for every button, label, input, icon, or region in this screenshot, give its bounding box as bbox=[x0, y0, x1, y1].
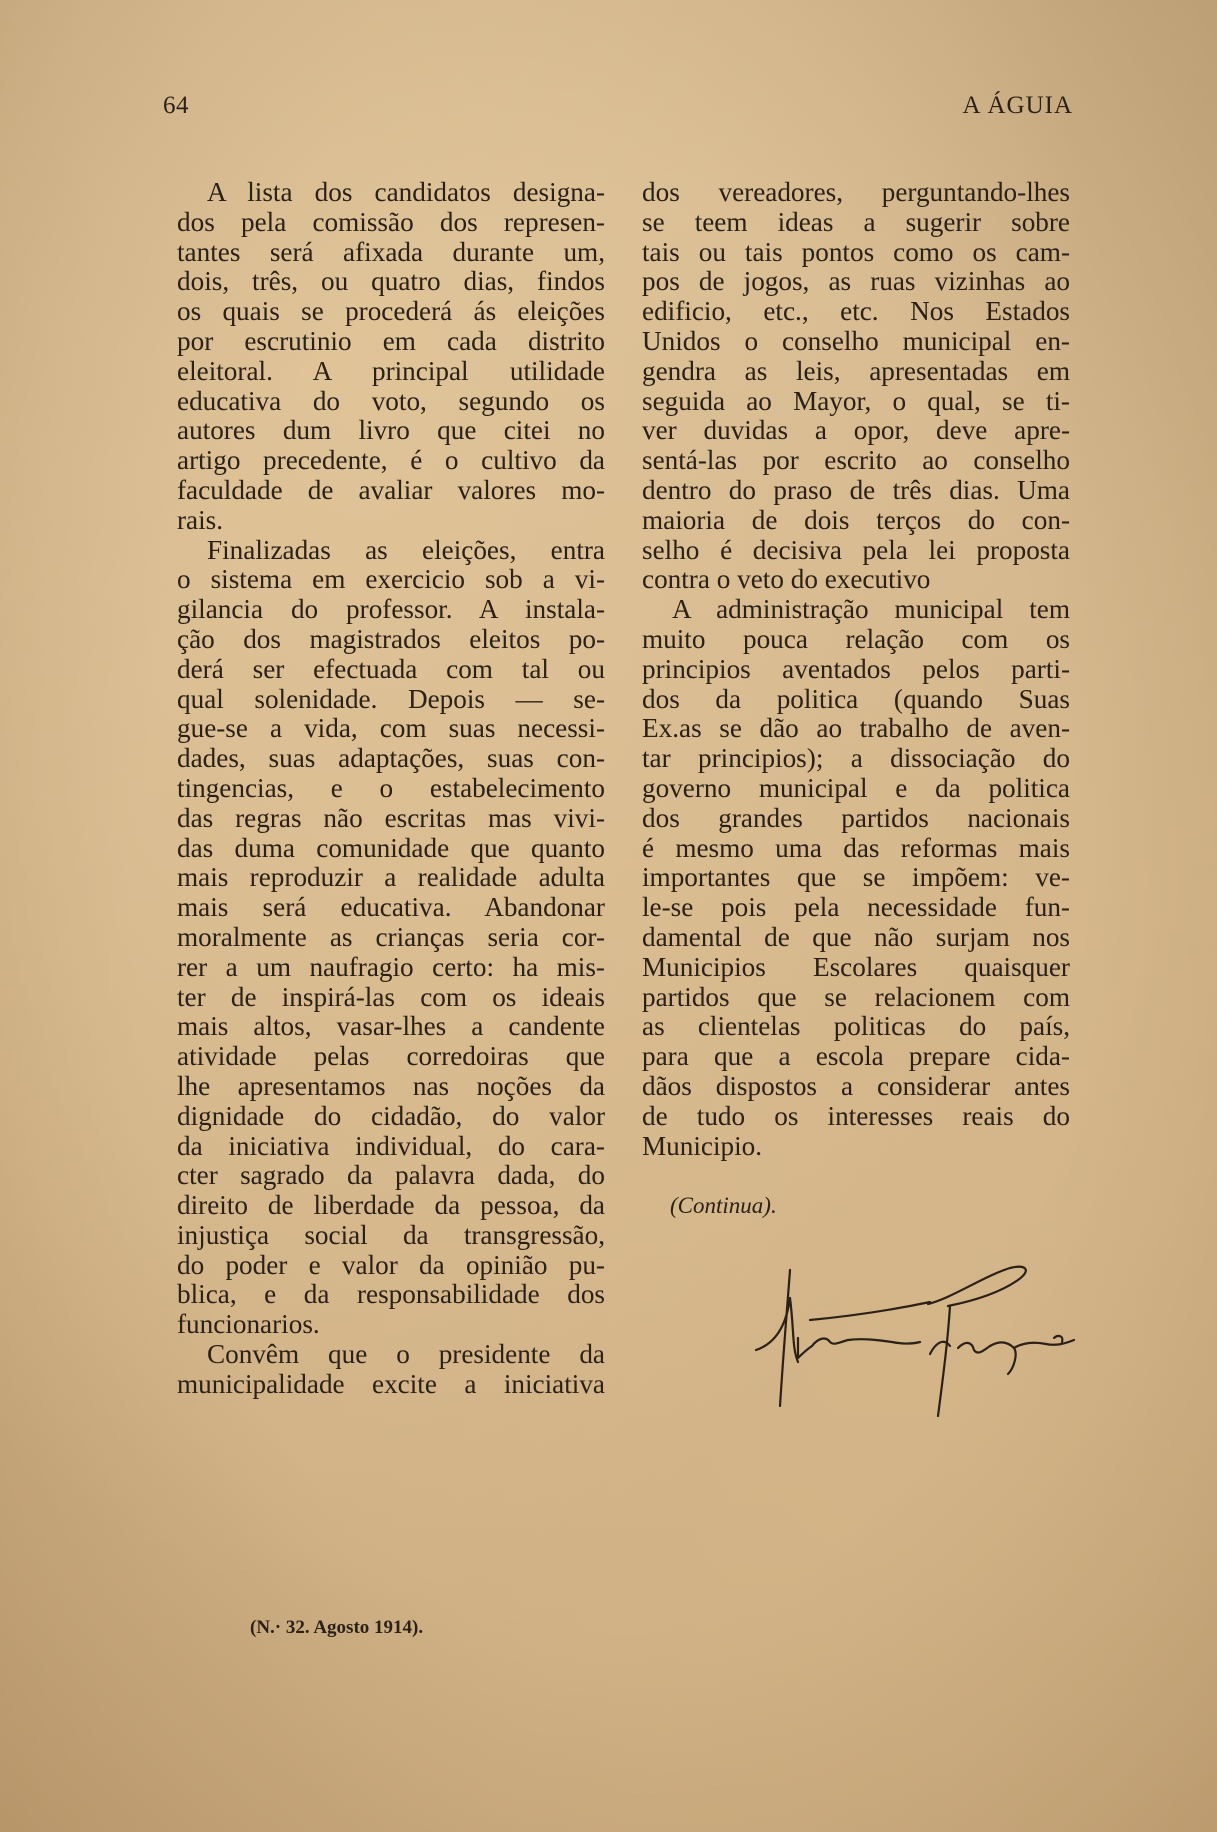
text-line: qual solenidade. Depois — se- bbox=[177, 683, 605, 714]
text-line: cter sagrado da palavra dada, do bbox=[177, 1160, 605, 1191]
text-line: Municipio. bbox=[642, 1130, 763, 1161]
text-line: os quais se procederá ás eleições bbox=[177, 296, 605, 327]
page-number: 64 bbox=[163, 92, 189, 119]
text-line: ter de inspirá-las com os ideais bbox=[177, 981, 605, 1012]
text-line: ção dos magistrados eleitos po- bbox=[177, 623, 605, 654]
text-line: da iniciativa individual, do cara- bbox=[177, 1130, 605, 1161]
text-line: Unidos o conselho municipal en- bbox=[642, 325, 1070, 356]
text-line: muito pouca relação com os bbox=[642, 623, 1070, 654]
text-line: partidos que se relacionem com bbox=[642, 981, 1070, 1012]
text-line: injustiça social da transgressão, bbox=[177, 1219, 605, 1250]
text-line: por escrutinio em cada distrito bbox=[177, 325, 605, 356]
text-line: mais reproduzir a realidade adulta bbox=[177, 862, 605, 893]
text-line: selho é decisiva pela lei proposta bbox=[642, 534, 1070, 565]
text-line: lhe apresentamos nas noções da bbox=[177, 1070, 605, 1101]
text-line: educativa do voto, segundo os bbox=[177, 385, 605, 416]
text-line: dãos dispostos a considerar antes bbox=[642, 1070, 1070, 1101]
text-line: seguida ao Mayor, o qual, se ti- bbox=[642, 385, 1070, 416]
text-line: atividade pelas corredoiras que bbox=[177, 1041, 605, 1072]
text-line: A lista dos candidatos designa- bbox=[207, 177, 605, 207]
text-line: do poder e valor da opinião pu- bbox=[177, 1249, 605, 1280]
text-line: de tudo os interesses reais do bbox=[642, 1100, 1070, 1131]
text-line: Municipios Escolares quaisquer bbox=[642, 951, 1070, 982]
text-line: tingencias, e o estabelecimento bbox=[177, 772, 605, 803]
text-line: damental de que não surjam nos bbox=[642, 921, 1070, 952]
text-line: eleitoral. A principal utilidade bbox=[177, 355, 605, 386]
text-line: para que a escola prepare cida- bbox=[642, 1041, 1070, 1072]
text-line: das duma comunidade que quanto bbox=[177, 832, 605, 863]
text-line: le-se pois pela necessidade fun- bbox=[642, 892, 1070, 923]
text-line: rais. bbox=[177, 504, 224, 535]
text-line: governo municipal e da politica bbox=[642, 772, 1070, 803]
left-text-column bbox=[177, 178, 605, 1400]
text-line: blica, e da responsabilidade dos bbox=[177, 1279, 605, 1310]
text-line: o sistema em exercicio sob a vi- bbox=[177, 564, 605, 595]
text-line: edificio, etc., etc. Nos Estados bbox=[642, 296, 1070, 327]
text-line: tantes será afixada durante um, bbox=[177, 236, 605, 267]
journal-title: A ÁGUIA bbox=[962, 92, 1073, 119]
text-line: direito de liberdade da pessoa, da bbox=[177, 1190, 605, 1221]
signature-image bbox=[752, 1258, 1082, 1418]
text-line: dos pela comissão dos represen- bbox=[177, 206, 605, 237]
text-line: A administração municipal tem bbox=[672, 594, 1070, 625]
text-line: importantes que se impõem: ve- bbox=[642, 862, 1070, 893]
text-line: das regras não escritas mas vivi- bbox=[177, 802, 605, 833]
issue-note: (N.· 32. Agosto 1914). bbox=[250, 1617, 424, 1638]
text-line: sentá-las por escrito ao conselho bbox=[642, 445, 1070, 476]
text-line: Convêm que o presidente da bbox=[207, 1339, 605, 1370]
text-line: é mesmo uma das reformas mais bbox=[642, 832, 1070, 863]
text-line: ver duvidas a opor, deve apre- bbox=[642, 415, 1070, 446]
text-line: tar principios); a dissociação do bbox=[642, 743, 1070, 774]
text-line: autores dum livro que citei no bbox=[177, 415, 605, 446]
text-line: moralmente as crianças seria cor- bbox=[177, 921, 605, 952]
text-line: dades, suas adaptações, suas con- bbox=[177, 743, 605, 774]
text-line: dentro do praso de três dias. Uma bbox=[642, 474, 1070, 505]
text-line: principios aventados pelos parti- bbox=[642, 653, 1070, 684]
text-line: faculdade de avaliar valores mo- bbox=[177, 474, 605, 505]
text-line: tais ou tais pontos como os cam- bbox=[642, 236, 1070, 267]
text-line: maioria de dois terços do con- bbox=[642, 504, 1070, 535]
text-line: dos da politica (quando Suas bbox=[642, 683, 1070, 714]
text-line: contra o veto do executivo bbox=[642, 564, 931, 595]
text-line: mais altos, vasar-lhes a candente bbox=[177, 1011, 605, 1042]
text-line: dos vereadores, perguntando-lhes bbox=[642, 177, 1070, 207]
text-line: pos de jogos, as ruas vizinhas ao bbox=[642, 266, 1070, 297]
text-line: se teem ideas a sugerir sobre bbox=[642, 206, 1070, 237]
text-line: artigo precedente, é o cultivo da bbox=[177, 445, 605, 476]
text-line: funcionarios. bbox=[177, 1309, 320, 1340]
text-line: gue-se a vida, com suas necessi- bbox=[177, 713, 605, 744]
text-line: mais será educativa. Abandonar bbox=[177, 892, 605, 923]
text-line: derá ser efectuada com tal ou bbox=[177, 653, 605, 684]
text-line: rer a um naufragio certo: ha mis- bbox=[177, 951, 605, 982]
text-line: gilancia do professor. A instala- bbox=[177, 594, 605, 625]
text-line: Finalizadas as eleições, entra bbox=[207, 534, 605, 565]
text-line: dignidade do cidadão, do valor bbox=[177, 1100, 605, 1131]
continua-note: (Continua). bbox=[670, 1193, 777, 1218]
text-line: dos grandes partidos nacionais bbox=[642, 802, 1070, 833]
text-line: Ex.as se dão ao trabalho de aven- bbox=[642, 713, 1070, 744]
text-line: municipalidade excite a iniciativa bbox=[177, 1368, 605, 1399]
right-text-column bbox=[642, 178, 1070, 1161]
text-line: as clientelas politicas do país, bbox=[642, 1011, 1070, 1042]
text-line: dois, três, ou quatro dias, findos bbox=[177, 266, 605, 297]
text-line: gendra as leis, apresentadas em bbox=[642, 355, 1070, 386]
